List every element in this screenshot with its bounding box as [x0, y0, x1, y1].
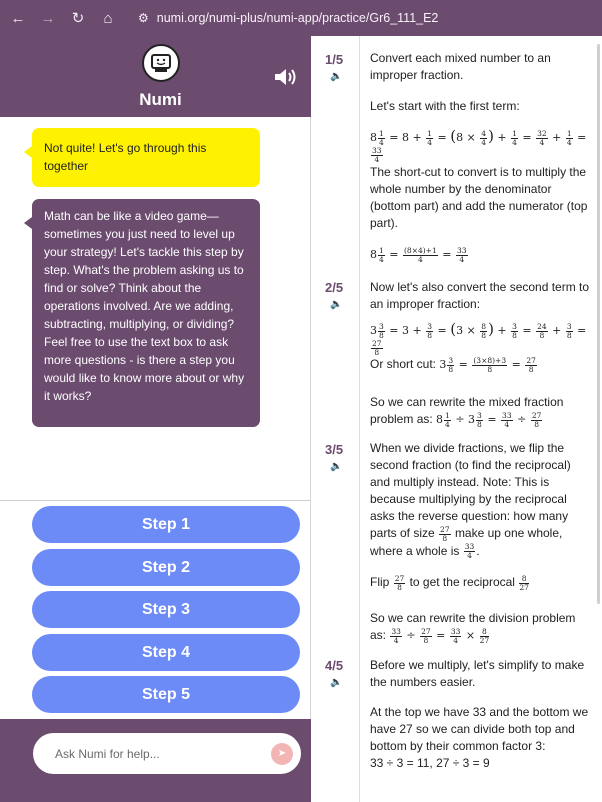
- reciprocal-explanation: When we divide fractions, we flip the second fraction (to find the reciprocal) and multiply instead. Note: This is because multiplying by the reciprocal asks the reverse question: how many parts of size: [370, 441, 571, 540]
- short-cut-label: Or short cut:: [370, 357, 437, 371]
- section-speaker-icon[interactable]: 🔈: [330, 71, 343, 82]
- step-3-button[interactable]: Step 3: [32, 591, 300, 628]
- division-rewrite: So we can rewrite the division problem as:: [370, 611, 576, 642]
- section-speaker-icon[interactable]: 🔈: [330, 461, 343, 472]
- rewrite-label: So we can rewrite the mixed fraction problem as:: [370, 395, 564, 426]
- home-icon[interactable]: ⌂: [103, 9, 113, 27]
- ask-box: [33, 733, 301, 774]
- speaker-icon[interactable]: [273, 66, 299, 88]
- step-text: So we can rewrite the mixed fraction problem as: 8 $\frac{1}{4}$ ÷ 3 $\frac{3}{8}$ = $\frac{33}{4}$ ÷ $\frac{27}{8}$: [370, 395, 564, 429]
- step-1-button[interactable]: Step 1: [32, 506, 300, 543]
- step-text: Let's start with the first term:: [370, 99, 520, 113]
- reciprocal-explanation-2: make up one whole, where a whole is: [370, 526, 563, 558]
- section-divider-line: [359, 36, 360, 802]
- step-text: Now let's also convert the second term to an improper fraction:: [370, 280, 590, 311]
- section-number: 4/5: [325, 658, 344, 673]
- flip-label: Flip: [370, 575, 390, 589]
- step-text: When we divide fractions, we flip the second fraction (to find the reciprocal) and multiply instead. Note: This is because multiplying by the reciprocal asks the reverse question: how many parts of size $\frac{27}{8}$ make up one whole, where a whole is $\frac{33}{4}$ .: [370, 441, 571, 560]
- feedback-bubble: Not quite! Let's go through this together: [32, 128, 260, 187]
- chat-panel: [0, 36, 311, 802]
- ask-input[interactable]: [55, 747, 255, 761]
- equation: 8 $\frac{1}{4}$ = $\frac{(8\times 4)+1}{4}$ = $\frac{33}{4}$: [370, 245, 467, 264]
- step-text: The short-cut to convert is to multiply the whole number by the denominator (bottom part) and add the numerator (top part).: [370, 165, 588, 230]
- equation: 8 $\frac{1}{4}$ = 8 + $\frac{1}{4}$ = (8 × $\frac{4}{4}$ ) + $\frac{1}{4}$ = $\frac{32}{4}$ + $\frac{1}{4}$ = $\frac{33}{4}$: [370, 127, 587, 164]
- step-list: [32, 506, 300, 719]
- step-text: Convert each mixed number to an improper fraction.: [370, 51, 551, 82]
- section-number: 3/5: [325, 442, 344, 457]
- browser-toolbar: [0, 0, 602, 36]
- equation: 3 $\frac{3}{8}$ = 3 + $\frac{3}{8}$ = (3 × $\frac{8}{8}$ ) + $\frac{3}{8}$ = $\frac{24}{8}$ + $\frac{3}{8}$ = $\frac{27}{8}$: [370, 320, 587, 357]
- scrollbar[interactable]: [597, 44, 600, 604]
- step-text: At the top we have 33 and the bottom we have 27 so we can divide both top and bottom by their common factor 3:: [370, 705, 589, 753]
- section-number: 1/5: [325, 52, 344, 67]
- equation: Or short cut: 3 $\frac{3}{8}$ = $\frac{(3\times 8)+3}{8}$ = $\frac{27}{8}$: [370, 355, 536, 374]
- app-header: [0, 36, 311, 117]
- solution-panel: [312, 36, 602, 802]
- step-text: Before we multiply, let's simplify to make the numbers easier.: [370, 658, 585, 689]
- step-text: 33 ÷ 3 = 11, 27 ÷ 3 = 9: [370, 756, 490, 770]
- numi-logo-icon: [142, 44, 180, 82]
- reload-icon[interactable]: ↻: [71, 10, 85, 27]
- step-text: So we can rewrite the division problem as: $\frac{33}{4}$ ÷ $\frac{27}{8}$ = $\frac{33}{4}$ × $\frac{8}{27}$: [370, 611, 576, 645]
- site-settings-icon[interactable]: ⚙: [138, 11, 149, 25]
- step-5-button[interactable]: Step 5: [32, 676, 300, 713]
- step-text: Flip $\frac{27}{8}$ to get the reciprocal $\frac{8}{27}$: [370, 573, 529, 592]
- step-4-button[interactable]: Step 4: [32, 634, 300, 671]
- section-speaker-icon[interactable]: 🔈: [330, 299, 343, 310]
- section-speaker-icon[interactable]: 🔈: [330, 677, 343, 688]
- send-icon[interactable]: ➤: [271, 743, 293, 765]
- back-arrow-icon[interactable]: ←: [10, 9, 26, 27]
- chat-footer: [0, 719, 311, 802]
- divider: [0, 500, 311, 501]
- forward-arrow-icon[interactable]: →: [40, 9, 56, 27]
- address-bar[interactable]: [128, 5, 448, 31]
- step-2-button[interactable]: Step 2: [32, 549, 300, 586]
- url-text: numi.org/numi-plus/numi-app/practice/Gr6_111_E2: [156, 11, 439, 25]
- section-number: 2/5: [325, 280, 344, 295]
- flip-label-2: to get the reciprocal: [409, 575, 515, 589]
- app-name: Numi: [139, 90, 182, 109]
- hint-bubble: Math can be like a video game—sometimes you just need to level up your strategy! Let's tackle this step by step. What's the problem asking us to find or solve? Think about the operations involved. Are we adding, subtracting, multiplying, or dividing? Feel free to use the text box to ask more questions - is there a step you would like to know more about or why it works?: [32, 199, 260, 427]
